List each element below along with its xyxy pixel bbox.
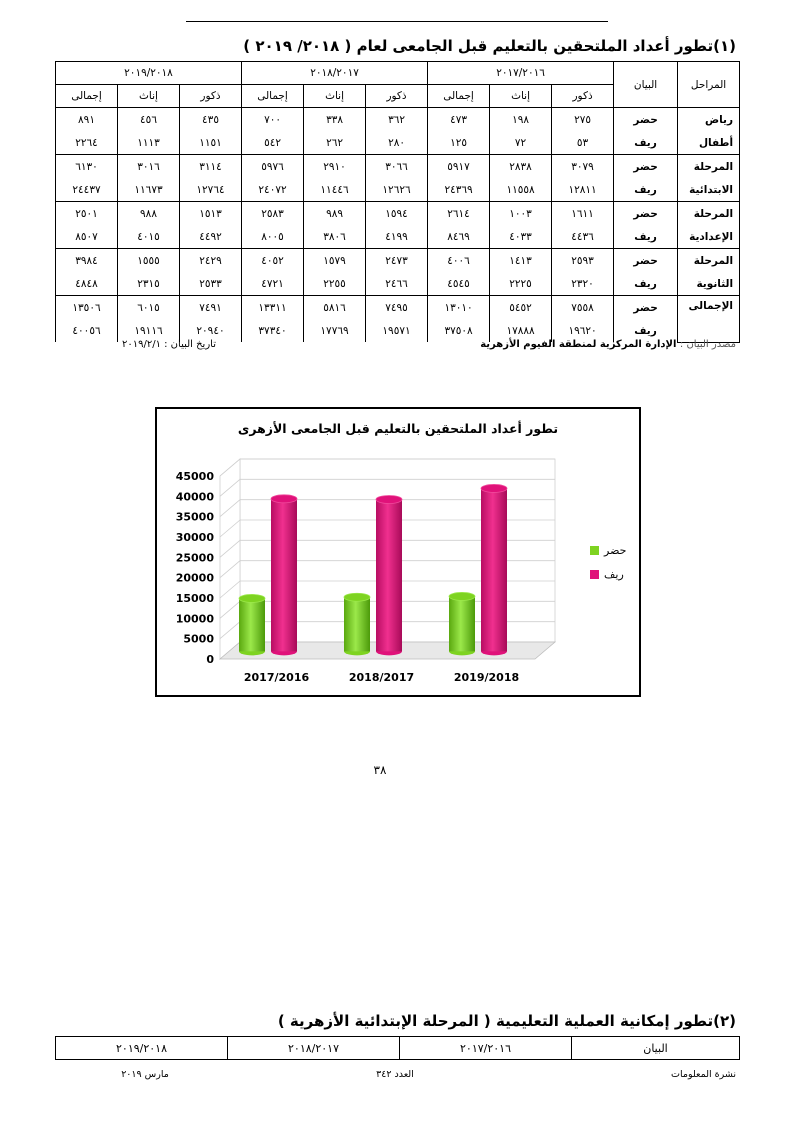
table-row: [56, 155, 740, 179]
value-cell: ٩٨٨: [118, 202, 180, 226]
value-cell: ٤٨٤٨: [56, 272, 118, 296]
table-row: [56, 178, 740, 202]
header-stages: المراحل: [678, 62, 740, 108]
value-cell: ١١٦٧٣: [118, 178, 180, 202]
location-cell: حضر: [614, 249, 678, 273]
value-cell: ٣٨٠٦: [304, 225, 366, 249]
y-tick-label: 10000: [175, 612, 214, 626]
value-cell: ٤٠٠٥٦: [56, 319, 118, 342]
value-cell: ١٢٨١١: [552, 178, 614, 202]
value-cell: ٨٠٠٥: [242, 225, 304, 249]
value-cell: ٧٤٩٥: [366, 296, 428, 320]
value-cell: ١٥٩٤: [366, 202, 428, 226]
y-tick-label: 45000: [175, 470, 214, 483]
value-cell: ٤٧٢١: [242, 272, 304, 296]
stage-cell: المرحلة: [678, 202, 740, 226]
table-row: [56, 272, 740, 296]
table-row: [56, 225, 740, 249]
y-tick-label: 0: [206, 653, 214, 666]
chart-side-wall: [220, 459, 240, 659]
value-cell: ٧٤٩١: [180, 296, 242, 320]
header-year-2: ٢٠١٨/٢٠١٧: [242, 62, 428, 85]
date-label: تاريخ البيان :: [164, 339, 216, 350]
value-cell: ٢٥٠١: [56, 202, 118, 226]
value-cell: ١٢٦٢٦: [366, 178, 428, 202]
table-row: [56, 131, 740, 155]
location-cell: ريف: [614, 272, 678, 296]
stage-cell: المرحلة: [678, 155, 740, 179]
value-cell: ٢٦١٤: [428, 202, 490, 226]
value-cell: ١١٤٤٦: [304, 178, 366, 202]
value-cell: ٣٠٧٩: [552, 155, 614, 179]
value-cell: ٤٠٣٣: [490, 225, 552, 249]
value-cell: ٦١٣٠: [56, 155, 118, 179]
value-cell: ٢٤٤٣٧: [56, 178, 118, 202]
y-tick-label: 20000: [175, 571, 214, 585]
x-tick-label: 2018/2017: [348, 671, 415, 684]
value-cell: ٣٣٨: [304, 108, 366, 132]
value-cell: ٢٨٠: [366, 131, 428, 155]
value-cell: ١٩٦٢٠: [552, 319, 614, 342]
value-cell: ٤٥٤٥: [428, 272, 490, 296]
bar-ريف-2019/2018: [481, 484, 507, 655]
subheader-cell: إجمالى: [56, 85, 118, 108]
value-cell: ٢٥٣٣: [180, 272, 242, 296]
value-cell: ٢٢٢٥: [490, 272, 552, 296]
subheader-cell: إجمالى: [242, 85, 304, 108]
source-label: مصدر البيان :: [679, 339, 736, 350]
value-cell: ٥٤٥٢: [490, 296, 552, 320]
bar-body: [271, 499, 297, 652]
value-cell: ٢٠٩٤٠: [180, 319, 242, 342]
stage-cell: الإعدادية: [678, 225, 740, 249]
location-cell: حضر: [614, 108, 678, 132]
subheader-cell: إناث: [304, 85, 366, 108]
value-cell: ١٢٥: [428, 131, 490, 155]
value-cell: ٥٣: [552, 131, 614, 155]
x-tick-label: 2017/2016: [243, 671, 310, 684]
subheader-cell: ذكور: [366, 85, 428, 108]
value-cell: ٦٠١٥: [118, 296, 180, 320]
bar-ريف-2017/2016: [271, 495, 297, 656]
location-cell: ريف: [614, 178, 678, 202]
table2-year-3: ٢٠١٩/٢٠١٨: [56, 1037, 228, 1060]
subheader-cell: ذكور: [180, 85, 242, 108]
table-row: [56, 249, 740, 273]
bar-top: [376, 496, 402, 504]
value-cell: ١٥١٣: [180, 202, 242, 226]
legend-swatch: [590, 546, 599, 555]
value-cell: ٣٦٢: [366, 108, 428, 132]
value-cell: ١٧٨٨٨: [490, 319, 552, 342]
y-tick-label: 5000: [183, 632, 214, 646]
bar-top: [449, 592, 475, 600]
stage-cell: أطفال: [678, 131, 740, 155]
table-row: [56, 108, 740, 132]
value-cell: ٤٣٥: [180, 108, 242, 132]
enrollment-table: [55, 61, 740, 343]
value-cell: ١٥٥٥: [118, 249, 180, 273]
value-cell: ٢٢٦٤: [56, 131, 118, 155]
value-cell: ٥٨١٦: [304, 296, 366, 320]
legend-swatch: [590, 570, 599, 579]
value-cell: ٢٨٣٨: [490, 155, 552, 179]
value-cell: ٤٥٦: [118, 108, 180, 132]
value-cell: ١٣٥٠٦: [56, 296, 118, 320]
value-cell: ١٦١١: [552, 202, 614, 226]
value-cell: ١١١٣: [118, 131, 180, 155]
chart-svg: [157, 409, 639, 695]
value-cell: ٤٠١٥: [118, 225, 180, 249]
capacity-table: [55, 1036, 740, 1060]
value-cell: ٤٤٩٢: [180, 225, 242, 249]
header-year-3: ٢٠١٩/٢٠١٨: [56, 62, 242, 85]
enrollment-chart: [155, 407, 641, 697]
value-cell: ٣٠١٦: [118, 155, 180, 179]
value-cell: ١٥٧٩: [304, 249, 366, 273]
value-cell: ٢٤٠٧٢: [242, 178, 304, 202]
source-text: الإدارة المركزية لمنطقة الفيوم الأزهرية: [480, 339, 677, 350]
bar-ريف-2018/2017: [376, 496, 402, 656]
table2-title: (٢)تطور إمكانية العملية التعليمية ( المرحلة الإبتدائية الأزهرية ): [277, 1012, 736, 1030]
stage-cell: الثانوية: [678, 272, 740, 296]
table-row: [56, 296, 740, 320]
location-cell: حضر: [614, 202, 678, 226]
bar-body: [376, 500, 402, 652]
stage-cell: الإجمالى: [678, 296, 740, 343]
value-cell: ١٩٨: [490, 108, 552, 132]
value-cell: ٣٩٨٤: [56, 249, 118, 273]
value-cell: ٢٩١٠: [304, 155, 366, 179]
value-cell: ١٢٧٦٤: [180, 178, 242, 202]
date-line: [56, 339, 216, 350]
bar-حضر-2018/2017: [344, 593, 370, 655]
value-cell: ١٠٠٣: [490, 202, 552, 226]
y-tick-label: 25000: [175, 551, 214, 565]
location-cell: ريف: [614, 225, 678, 249]
value-cell: ٢٤٢٩: [180, 249, 242, 273]
value-cell: ٧٢: [490, 131, 552, 155]
subheader-cell: ذكور: [552, 85, 614, 108]
value-cell: ٧٥٥٨: [552, 296, 614, 320]
value-cell: ٤٧٣: [428, 108, 490, 132]
table2-header-data: البيان: [572, 1037, 740, 1060]
y-tick-label: 15000: [175, 592, 214, 605]
value-cell: ٤٤٣٦: [552, 225, 614, 249]
value-cell: ٣٧٥٠٨: [428, 319, 490, 342]
value-cell: ٢٤٣٦٩: [428, 178, 490, 202]
legend-label: حضر: [604, 544, 627, 557]
location-cell: حضر: [614, 296, 678, 320]
bar-top: [239, 594, 265, 602]
value-cell: ٢٥٨٣: [242, 202, 304, 226]
source-line: [470, 339, 736, 350]
value-cell: ٨٥٠٧: [56, 225, 118, 249]
value-cell: ٢٦٢: [304, 131, 366, 155]
table-row: [56, 202, 740, 226]
value-cell: ٢٣٢٠: [552, 272, 614, 296]
footer-issue: العدد ٣٤٢: [376, 1069, 414, 1080]
value-cell: ٢٧٥: [552, 108, 614, 132]
value-cell: ٧٠٠: [242, 108, 304, 132]
value-cell: ١٧٧٦٩: [304, 319, 366, 342]
y-tick-label: 30000: [175, 531, 214, 544]
page-number: ٣٨: [373, 763, 387, 777]
location-cell: ريف: [614, 131, 678, 155]
value-cell: ٥٩٧٦: [242, 155, 304, 179]
chart-title: تطور أعداد الملتحقين بالتعليم قبل الجامعى الأزهرى: [237, 421, 559, 436]
value-cell: ١١٥١: [180, 131, 242, 155]
value-cell: ٥٤٢: [242, 131, 304, 155]
value-cell: ٣٠٦٦: [366, 155, 428, 179]
legend-label: ريف: [604, 568, 624, 581]
value-cell: ٢٤٦٦: [366, 272, 428, 296]
bar-حضر-2019/2018: [449, 592, 475, 655]
date-value: ٢٠١٩/٢/١: [121, 339, 161, 350]
value-cell: ١٤١٣: [490, 249, 552, 273]
stage-cell: الابتدائية: [678, 178, 740, 202]
value-cell: ٤٠٥٢: [242, 249, 304, 273]
header-data: البيان: [614, 62, 678, 108]
value-cell: ٢٢٥٥: [304, 272, 366, 296]
bar-top: [271, 495, 297, 503]
location-cell: حضر: [614, 155, 678, 179]
subheader-cell: إناث: [118, 85, 180, 108]
value-cell: ٨٩١: [56, 108, 118, 132]
top-rule: [186, 21, 608, 22]
value-cell: ٢٣١٥: [118, 272, 180, 296]
x-tick-label: 2019/2018: [453, 671, 520, 684]
value-cell: ١٣٣١١: [242, 296, 304, 320]
y-tick-label: 35000: [175, 510, 214, 524]
value-cell: ٩٨٩: [304, 202, 366, 226]
subheader-cell: إناث: [490, 85, 552, 108]
value-cell: ٣٧٣٤٠: [242, 319, 304, 342]
location-cell: ريف: [614, 319, 678, 342]
value-cell: ١٣٠١٠: [428, 296, 490, 320]
bar-body: [449, 596, 475, 651]
table1-title: (١)تطور أعداد الملتحقين بالتعليم قبل الجامعى لعام ( ٢٠١٨/ ٢٠١٩ ): [243, 37, 736, 55]
value-cell: ٨٤٦٩: [428, 225, 490, 249]
bar-body: [239, 598, 265, 651]
table2-year-1: ٢٠١٧/٢٠١٦: [400, 1037, 572, 1060]
footer-publication: نشرة المعلومات: [671, 1069, 736, 1080]
value-cell: ٣١١٤: [180, 155, 242, 179]
value-cell: ١٩٥٧١: [366, 319, 428, 342]
value-cell: ٢٥٩٣: [552, 249, 614, 273]
y-tick-label: 40000: [175, 490, 214, 504]
header-year-1: ٢٠١٧/٢٠١٦: [428, 62, 614, 85]
value-cell: ٤١٩٩: [366, 225, 428, 249]
stage-cell: رياض: [678, 108, 740, 132]
bar-body: [344, 597, 370, 651]
subheader-cell: إجمالى: [428, 85, 490, 108]
value-cell: ٤٠٠٦: [428, 249, 490, 273]
value-cell: ١١٥٥٨: [490, 178, 552, 202]
bar-top: [344, 593, 370, 601]
bar-body: [481, 488, 507, 651]
value-cell: ٥٩١٧: [428, 155, 490, 179]
stage-cell: المرحلة: [678, 249, 740, 273]
bar-حضر-2017/2016: [239, 594, 265, 655]
value-cell: ٢٤٧٣: [366, 249, 428, 273]
value-cell: ١٩١١٦: [118, 319, 180, 342]
table2-year-2: ٢٠١٨/٢٠١٧: [228, 1037, 400, 1060]
footer-date: مارس ٢٠١٩: [121, 1069, 169, 1080]
bar-top: [481, 484, 507, 492]
